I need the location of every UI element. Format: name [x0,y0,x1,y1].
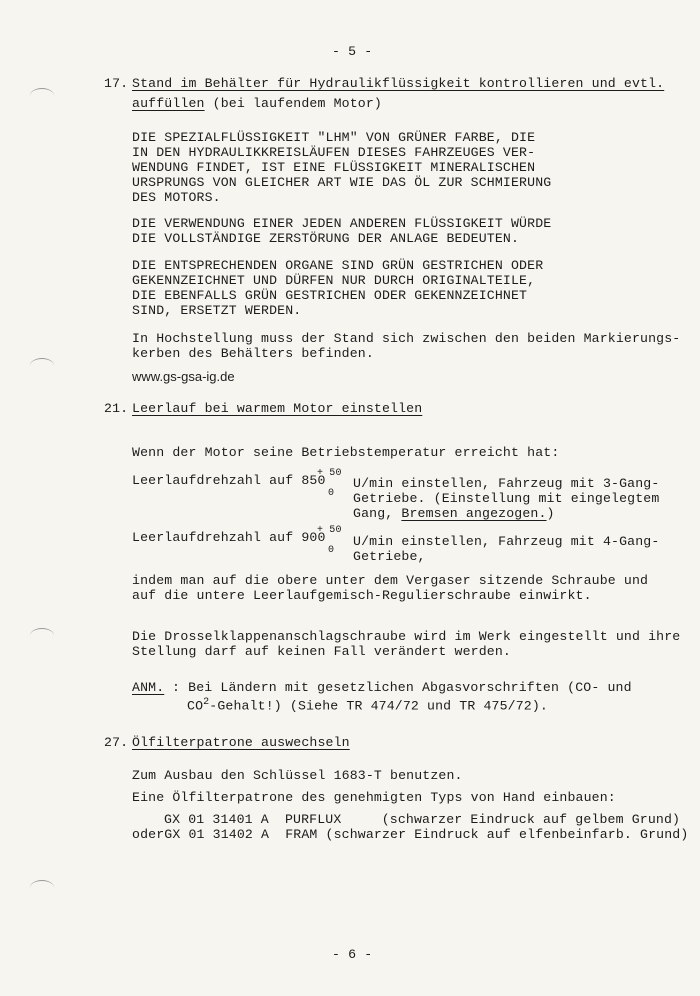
text-line: DIE VERWENDUNG EINER JEDEN ANDEREN FLÜSSIGKEIT WÜRDE [132,216,552,231]
text-line: GEKENNZEICHNET UND DÜRFEN NUR DURCH ORIGINALTEILE, [132,273,536,288]
text-line: Zum Ausbau den Schlüssel 1683-T benutzen. [132,768,463,783]
text-line: In Hochstellung muss der Stand sich zwischen den beiden Markierungs- [132,331,681,346]
section-title-line: Stand im Behälter für Hydraulikflüssigkeit kontrollieren und evtl. [132,76,665,91]
text-line: SIND, ERSETZT WERDEN. [132,303,302,318]
text-line: Die Drosselklappenanschlagschraube wird im Werk eingestellt und ihre [132,629,681,644]
text-line: Eine Ölfilterpatrone des genehmigten Typs von Hand einbauen: [132,790,616,805]
text-line: Stellung darf auf keinen Fall verändert werden. [132,644,511,659]
text-line: : Bei Ländern mit gesetzlichen Abgasvorschriften (CO- und [172,680,632,695]
text-line: DIE SPEZIALFLÜSSIGKEIT "LHM" VON GRÜNER FARBE, DIE [132,130,536,145]
text-segment: -Gehalt!) (Siehe TR 474/72 und TR 475/72). [209,698,548,714]
tolerance-plus: + 50 [317,468,342,479]
tolerance-minus: 0 [328,488,335,499]
section-title: Leerlauf bei warmem Motor einstellen [132,401,423,416]
section-number: 17. [104,76,129,91]
text-line: DES MOTORS. [132,190,221,205]
website-link[interactable]: www.gs-gsa-ig.de [132,369,235,384]
section-title-suffix: (bei laufendem Motor) [204,96,382,111]
text-line: DIE EBENFALLS GRÜN GESTRICHEN ODER GEKENNZEICHNET [132,288,528,303]
text-line: WENDUNG FINDET, IST EINE FLÜSSIGKEIT MINERALISCHEN [132,160,536,175]
section-title-underlined: auffüllen [132,96,205,111]
text-segment: CO [187,698,204,714]
idle-speed-label: Leerlaufdrehzahl auf 900 [132,530,326,545]
superscript: 2 [203,697,210,708]
text-line: DIE VOLLSTÄNDIGE ZERSTÖRUNG DER ANLAGE BEDEUTEN. [132,231,520,246]
text-line: indem man auf die obere unter dem Vergaser sitzende Schraube und [132,573,649,588]
idle-speed-label: Leerlaufdrehzahl auf 850 [132,473,326,488]
text-line [187,695,548,713]
text-line: DIE ENTSPRECHENDEN ORGANE SIND GRÜN GESTRICHEN ODER [132,258,544,273]
section-title: Ölfilterpatrone auswechseln [132,735,350,750]
text-line: auf die untere Leerlaufgemisch-Regulierschraube einwirkt. [132,588,592,603]
text-line: IN DEN HYDRAULIKKREISLÄUFEN DIESES FAHRZEUGES VER- [132,145,536,160]
text-line: Getriebe. (Einstellung mit eingelegtem [353,491,660,506]
binding-mark [30,880,54,895]
binding-mark [30,628,54,643]
note-label: ANM. [132,680,165,695]
text-line: U/min einstellen, Fahrzeug mit 3-Gang- [353,476,660,491]
text-line [353,506,555,521]
brakes-applied-note: Bremsen angezogen. [401,506,547,521]
text-line: Getriebe, [353,549,426,564]
binding-mark [30,88,54,103]
tolerance-minus: 0 [328,545,335,556]
text-segment: Gang, [353,506,402,521]
text-segment: ) [546,506,555,521]
tolerance-plus: + 50 [317,525,342,536]
text-line: kerben des Behälters befinden. [132,346,374,361]
text-line: URSPRUNGS VON GLEICHER ART WIE DAS ÖL ZUR SCHMIERUNG [132,175,552,190]
text-line: Wenn der Motor seine Betriebstemperatur erreicht hat: [132,445,560,460]
section-number: 21. [104,401,129,416]
section-title [132,96,382,111]
page-number-bottom: - 6 - [332,947,373,962]
page-number-top: - 5 - [332,44,373,59]
part-number-line: oderGX 01 31402 A FRAM (schwarzer Eindruck auf elfenbeinfarb. Grund) [132,827,689,842]
binding-mark [30,358,54,373]
text-line: U/min einstellen, Fahrzeug mit 4-Gang- [353,534,660,549]
section-number: 27. [104,735,129,750]
part-number-line: GX 01 31401 A PURFLUX (schwarzer Eindruck auf gelbem Grund) [164,812,681,827]
section-title [132,76,664,91]
